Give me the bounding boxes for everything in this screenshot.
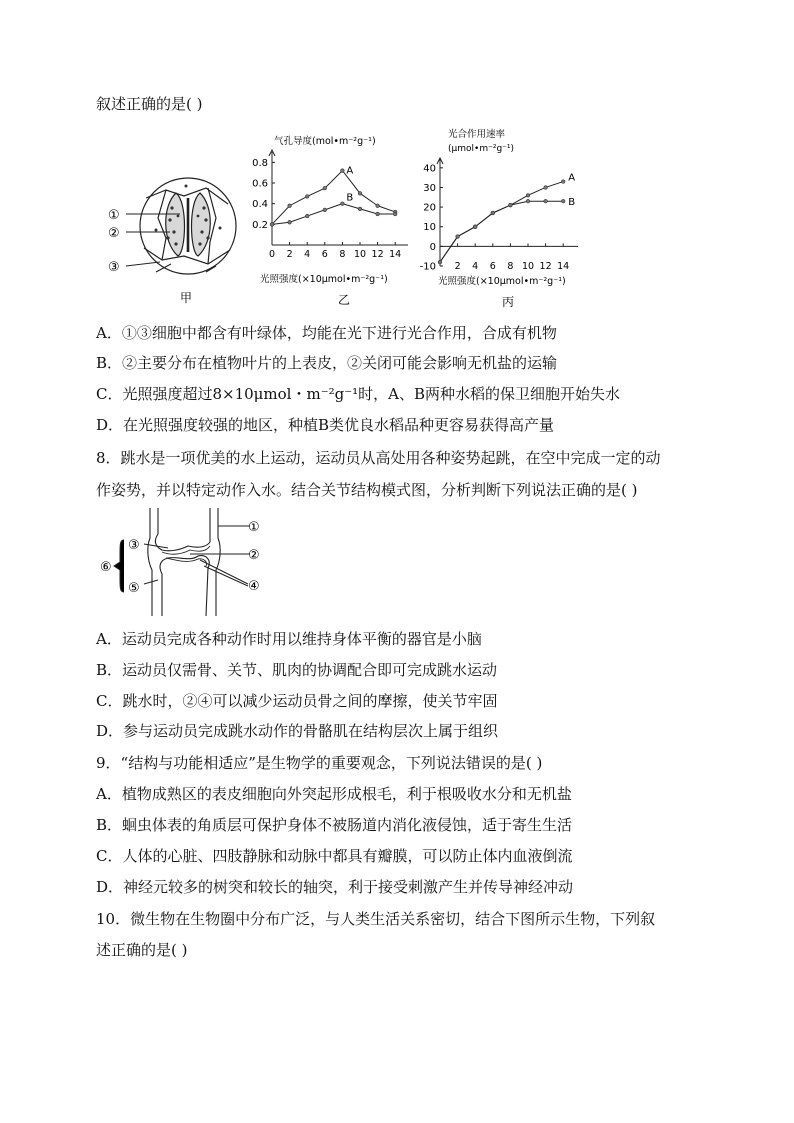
q8-stem-line-2: 作姿势，并以特定动作入水。结合关节结构模式图，分析判断下列说法正确的是( ) bbox=[96, 481, 638, 499]
yi-series-label-A: A bbox=[346, 165, 354, 177]
bing-point-A bbox=[526, 194, 530, 198]
bing-series-label-B: B bbox=[568, 197, 576, 209]
jia-guard-cell-left bbox=[166, 193, 185, 256]
yi-ytick-label: 0.6 bbox=[252, 178, 268, 190]
q8-stem-line-1: 8．跳水是一项优美的水上运动，运动员从高处用各种姿势起跳，在空中完成一定的动 bbox=[96, 449, 661, 467]
bing-point-B bbox=[544, 199, 548, 203]
yi-ytick-label: 0.4 bbox=[252, 199, 268, 211]
yi-point-A bbox=[288, 204, 292, 208]
joint-label-4: ④ bbox=[248, 579, 260, 594]
q9-option-d: D．神经元较多的树突和较长的轴突，利于接受刺激产生并传导神经冲动 bbox=[96, 878, 574, 896]
bing-series-line-A bbox=[440, 182, 563, 263]
yi-point-A bbox=[305, 195, 309, 199]
yi-point-B bbox=[288, 220, 292, 224]
yi-xtick-label: 2 bbox=[286, 249, 293, 260]
yi-xtick-label: 4 bbox=[304, 249, 311, 260]
q8-option-c: C．跳水时，②④可以减少运动员骨之间的摩擦，使关节牢固 bbox=[96, 692, 498, 710]
jia-guard-cell-right bbox=[192, 193, 211, 256]
figure-bing-chart bbox=[420, 126, 592, 310]
bing-ytick-label: 20 bbox=[423, 202, 436, 214]
q8-option-b: B．运动员仅需骨、关节、肌肉的协调配合即可完成跳水运动 bbox=[96, 661, 498, 679]
bing-series-line-B bbox=[440, 201, 563, 262]
yi-point-B bbox=[376, 212, 380, 216]
yi-point-B bbox=[270, 223, 274, 227]
joint-label-6: ⑥ bbox=[100, 560, 112, 575]
q7-option-a: A．①③细胞中都含有叶绿体，均能在光下进行光合作用，合成有机物 bbox=[96, 324, 557, 342]
joint-upper-bone bbox=[155, 508, 210, 551]
yi-caption: 乙 bbox=[338, 293, 351, 307]
bing-point-B bbox=[456, 235, 460, 239]
bing-xlabel: 光照强度(×10μmol•m⁻²g⁻¹) bbox=[438, 276, 566, 287]
q9-option-a: A．植物成熟区的表皮细胞向外突起形成根毛，利于根吸收水分和无机盐 bbox=[96, 785, 572, 803]
q8-option-d: D．参与运动员完成跳水动作的骨骼肌在结构层次上属于组织 bbox=[96, 722, 499, 740]
q10-stem-line-2: 述正确的是( ) bbox=[96, 941, 188, 959]
bing-xtick-label: 2 bbox=[454, 261, 461, 272]
bing-ytick-label: 0 bbox=[429, 241, 436, 253]
bing-point-A bbox=[544, 186, 548, 190]
yi-series-line-A bbox=[272, 171, 395, 225]
bing-point-B bbox=[438, 260, 442, 264]
yi-point-A bbox=[376, 204, 380, 208]
bing-xtick-label: 4 bbox=[472, 261, 479, 272]
bing-point-B bbox=[526, 199, 530, 203]
yi-point-B bbox=[305, 214, 309, 218]
yi-series-label-B: B bbox=[346, 192, 354, 204]
bing-ylabel-1: 光合作用速率 bbox=[448, 129, 506, 140]
q9-option-b: B．蛔虫体表的角质层可保护身体不被肠道内消化液侵蚀，适于寄生生活 bbox=[96, 816, 573, 834]
figure-yi-chart bbox=[246, 132, 418, 310]
yi-xlabel: 光照强度(×10μmol•m⁻²g⁻¹) bbox=[260, 274, 388, 285]
yi-xtick-label: 14 bbox=[389, 249, 402, 260]
q7-option-b: B．②主要分布在植物叶片的上表皮，②关闭可能会影响无机盐的运输 bbox=[96, 354, 558, 372]
bing-point-B bbox=[561, 199, 565, 203]
yi-xtick-label: 8 bbox=[339, 249, 346, 260]
joint-label-5: ⑤ bbox=[128, 581, 140, 596]
joint-capsule-left bbox=[148, 508, 152, 616]
figure-joint bbox=[98, 504, 278, 620]
bing-xtick-label: 6 bbox=[489, 261, 496, 272]
jia-caption: 甲 bbox=[180, 291, 193, 305]
bing-series-label-A: A bbox=[568, 172, 576, 184]
bing-xtick-label: 14 bbox=[557, 261, 570, 272]
yi-xtick-label: 12 bbox=[371, 249, 384, 260]
jia-label-2: ② bbox=[108, 226, 120, 241]
yi-point-B bbox=[341, 202, 345, 206]
yi-point-A bbox=[341, 169, 345, 173]
joint-label-2: ② bbox=[248, 548, 260, 563]
yi-ytick-label: 0.2 bbox=[252, 219, 268, 231]
yi-point-A bbox=[323, 186, 327, 190]
jia-label-1: ① bbox=[108, 208, 120, 223]
bing-ytick-label: 10 bbox=[423, 222, 436, 234]
q7-option-d: D．在光照强度较强的地区，种植B类优良水稻品种更容易获得高产量 bbox=[96, 416, 555, 434]
bing-point-A bbox=[561, 180, 565, 184]
yi-xtick-label: 0 bbox=[268, 249, 276, 260]
bing-point-B bbox=[509, 203, 513, 207]
figure-jia bbox=[96, 168, 246, 308]
yi-xtick-label: 6 bbox=[321, 249, 328, 260]
bing-point-B bbox=[473, 225, 477, 229]
bing-xtick-label: 12 bbox=[539, 261, 552, 272]
joint-lower-bone bbox=[160, 556, 209, 616]
bing-caption: 丙 bbox=[502, 295, 515, 309]
bing-point-B bbox=[491, 211, 495, 215]
joint-label-3: ③ bbox=[128, 538, 140, 553]
jia-label-3: ③ bbox=[108, 260, 120, 275]
yi-ylabel: 气孔导度(mol•m⁻²g⁻¹) bbox=[274, 136, 376, 147]
q7-option-c: C．光照强度超过8×10μmol・m⁻²g⁻¹时，A、B两种水稻的保卫细胞开始失水 bbox=[96, 385, 621, 403]
bing-xtick-label: 10 bbox=[521, 261, 535, 272]
q8-option-a: A．运动员完成各种动作时用以维持身体平衡的器官是小脑 bbox=[96, 630, 482, 648]
yi-point-B bbox=[358, 207, 362, 211]
bing-xtick-label: 8 bbox=[507, 261, 514, 272]
yi-xtick-label: 10 bbox=[353, 249, 367, 260]
joint-capsule-right bbox=[216, 508, 220, 616]
q7-stem: 叙述正确的是( ) bbox=[96, 95, 203, 113]
bing-ytick-label: 30 bbox=[423, 182, 436, 194]
q9-stem: 9．“结构与功能相适应”是生物学的重要观念，下列说法错误的是( ) bbox=[96, 754, 543, 772]
yi-point-B bbox=[393, 212, 397, 216]
q9-option-c: C．人体的心脏、四肢静脉和动脉中都具有瓣膜，可以防止体内血液倒流 bbox=[96, 847, 573, 865]
bing-ylabel-2: (μmol•m⁻²g⁻¹) bbox=[448, 144, 515, 154]
joint-label-1: ① bbox=[248, 520, 260, 535]
q10-stem-line-1: 10．微生物在生物圈中分布广泛，与人类生活关系密切，结合下图所示生物，下列叙 bbox=[96, 910, 656, 928]
bing-ytick-label: -10 bbox=[420, 261, 436, 273]
yi-point-B bbox=[323, 208, 327, 212]
yi-ytick-label: 0.8 bbox=[252, 157, 268, 169]
bing-ytick-label: 40 bbox=[423, 163, 436, 175]
yi-point-A bbox=[358, 192, 362, 196]
